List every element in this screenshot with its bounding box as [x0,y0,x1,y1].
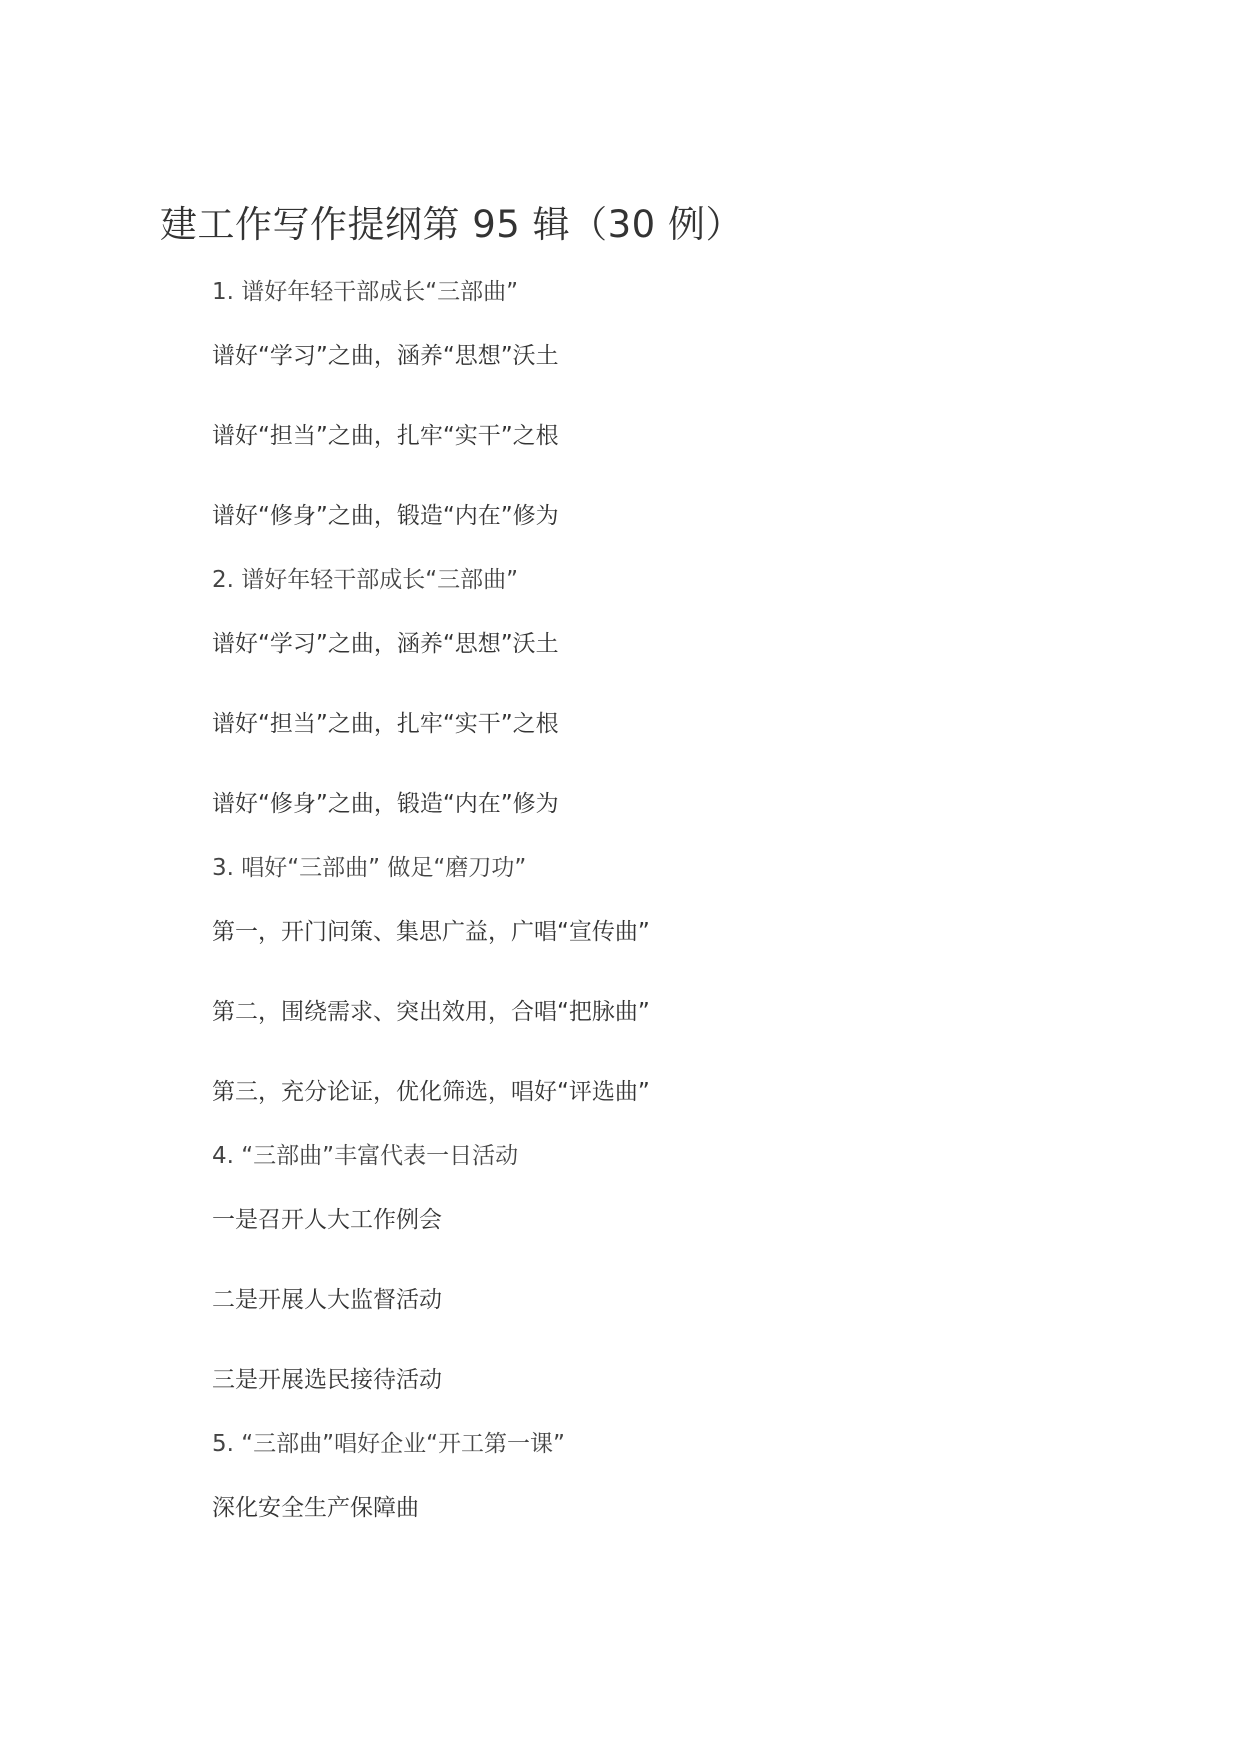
document-title: 建工作写作提纲第 95 辑（30 例） [160,203,743,246]
section-item: 谱好“修身”之曲，锻造“内在”修为 [212,503,559,529]
section-item: 二是开展人大监督活动 [212,1287,442,1313]
section-heading: 1. 谱好年轻干部成长“三部曲” [212,279,519,305]
section-item: 谱好“学习”之曲，涵养“思想”沃土 [212,631,559,657]
section-item: 谱好“学习”之曲，涵养“思想”沃土 [212,343,559,369]
section-item: 谱好“担当”之曲，扎牢“实干”之根 [212,711,559,737]
section-heading: 5. “三部曲”唱好企业“开工第一课” [212,1431,565,1457]
section-item: 三是开展选民接待活动 [212,1367,442,1393]
section-item: 第一，开门问策、集思广益，广唱“宣传曲” [212,919,650,945]
section-item: 一是召开人大工作例会 [212,1207,442,1233]
section-heading: 4. “三部曲”丰富代表一日活动 [212,1143,519,1169]
section-heading: 3. 唱好“三部曲” 做足“磨刀功” [212,855,527,881]
section-item: 第二，围绕需求、突出效用，合唱“把脉曲” [212,999,650,1025]
section-item: 谱好“修身”之曲，锻造“内在”修为 [212,791,559,817]
section-item: 第三，充分论证，优化筛选，唱好“评选曲” [212,1079,650,1105]
section-item: 谱好“担当”之曲，扎牢“实干”之根 [212,423,559,449]
section-item: 深化安全生产保障曲 [212,1495,419,1521]
section-heading: 2. 谱好年轻干部成长“三部曲” [212,567,519,593]
